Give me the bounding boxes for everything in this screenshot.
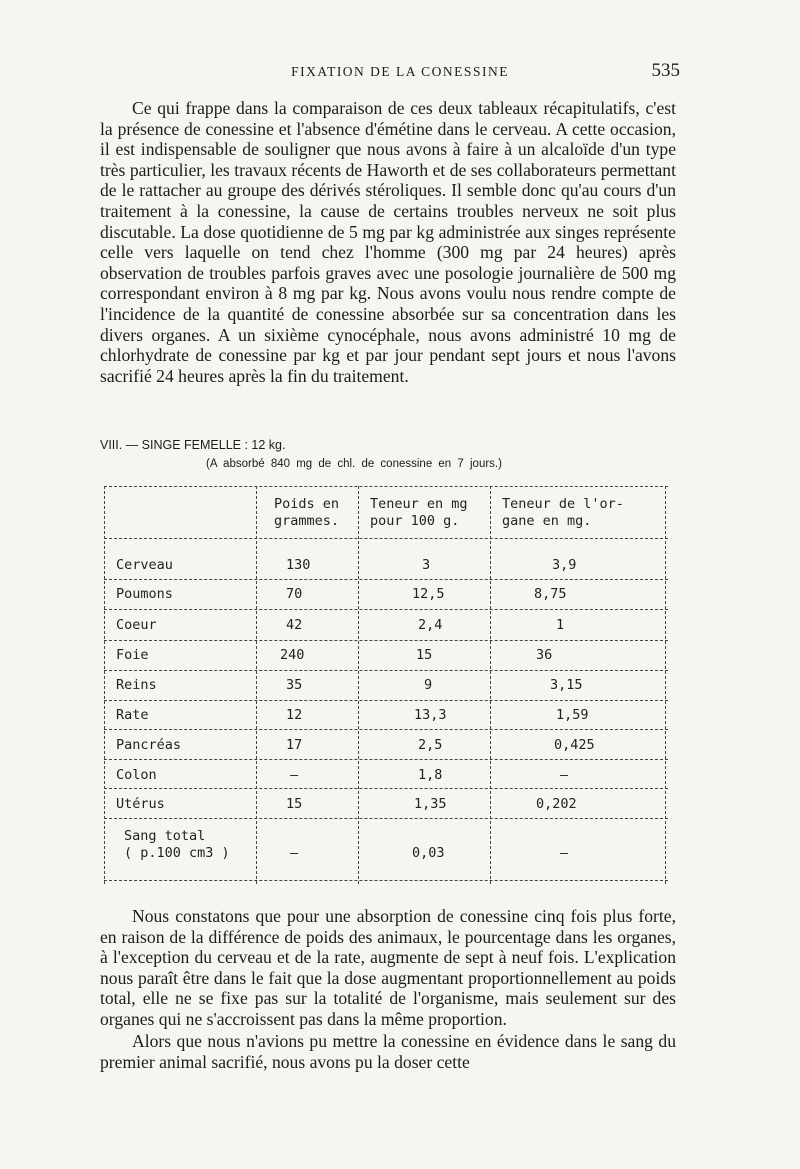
header-content: Teneur en mg pour 100 g. (370, 496, 468, 529)
header-weight: Poids en grammes. (274, 496, 340, 529)
data-table (104, 486, 668, 884)
row-weight: 15 (286, 796, 303, 812)
row-content: 15 (416, 647, 433, 663)
row-organ: Cerveau (116, 557, 173, 573)
row-organ-total: – (560, 767, 569, 783)
row-weight: 17 (286, 737, 303, 753)
table-border-top (104, 486, 668, 487)
row-organ-total: 0,202 (536, 796, 577, 812)
table-subcaption: (A absorbé 840 mg de chl. de conessine en 7 jours.) (206, 458, 502, 470)
table-row-rule (104, 700, 668, 701)
paragraph-continuation: Alors que nous n'avions pu mettre la conessine en évidence dans le sang du premier animal sacrifié, nous avons pu la doser cette (100, 1031, 676, 1072)
table-col-divider-3 (490, 486, 491, 884)
table-caption: VIII. — SINGE FEMELLE : 12 kg. (100, 438, 286, 452)
header-organ-total: Teneur de l'or- gane en mg. (502, 496, 624, 529)
running-title: FIXATION DE LA CONESSINE (291, 64, 509, 79)
paragraph-intro: Ce qui frappe dans la comparaison de ces deux tableaux récapitulatifs, c'est la présence de conessine et l'absence d'émétine dans le cerveau. A cette occasion, il est indispensable de souligner que nous avons à faire à un alcaloïde d'un type très particulier, les travaux récents de Haworth et de ses collaborateurs permettant de le rattacher au groupe des dérivés stéroliques. Il semble donc qu'au cours d'un traitement à la conessine, la cause de certains troubles nerveux ne soit plus discutable. La dose quotidienne de 5 mg par kg administrée aux singes représente celle vers laquelle on tend chez l'homme (300 mg par 24 heures) après observation de troubles parfois graves avec une posologie journalière de 500 mg correspondant environ à 8 mg par kg. Nous avons voulu nous rendre compte de l'incidence de la quantité de conessine absorbée sur sa concentration dans les divers organes. A un sixième cynocéphale, nous avons administré 10 mg de chlorhydrate de conessine par kg et par jour pendant sept jours et nous l'avons sacrifié 24 heures après la fin du traitement. (100, 98, 676, 386)
row-weight: 240 (280, 647, 305, 663)
row-organ-total: 36 (536, 647, 553, 663)
table-row-rule (104, 788, 668, 789)
row-content: 2,5 (418, 737, 443, 753)
row-weight: 70 (286, 586, 303, 602)
table-row-rule (104, 729, 668, 730)
table-col-divider-2 (358, 486, 359, 884)
table-row-rule (104, 759, 668, 760)
row-organ-total: 1,59 (556, 707, 589, 723)
row-organ: Reins (116, 677, 157, 693)
row-weight: 12 (286, 707, 303, 723)
row-organ-total: 8,75 (534, 586, 567, 602)
table-border-bottom (104, 880, 668, 881)
table-border-right (665, 486, 666, 884)
row-organ: Rate (116, 707, 149, 723)
paragraph-conclusion: Nous constatons que pour une absorption de conessine cinq fois plus forte, en raison de la différence de poids des animaux, le pourcentage dans les organes, à l'exception du cerveau et de la rate, augmente de sept à neuf fois. L'explication nous paraît être dans le fait que la dose augmentant proportionnellement au poids total, elle ne se fixe pas sur la totalité de l'organisme, mais seulement sur des organes qui ne s'accroissent pas dans la même proportion. (100, 906, 676, 1029)
row-content: 1,8 (418, 767, 443, 783)
table-col-divider-1 (256, 486, 257, 884)
page-number: 535 (651, 60, 680, 81)
table-row-rule (104, 579, 668, 580)
row-weight: 35 (286, 677, 303, 693)
table-header-rule (104, 538, 668, 539)
row-content: 3 (422, 557, 431, 573)
row-weight: 130 (286, 557, 311, 573)
row-weight: 42 (286, 617, 303, 633)
row-organ-total: 1 (556, 617, 565, 633)
table-row-rule (104, 640, 668, 641)
row-weight: – (290, 845, 299, 861)
row-organ-total: – (560, 845, 569, 861)
row-content: 2,4 (418, 617, 443, 633)
row-organ-total: 3,15 (550, 677, 583, 693)
row-weight: – (290, 767, 299, 783)
row-organ-total: 0,425 (554, 737, 595, 753)
row-content: 9 (424, 677, 433, 693)
row-organ: Foie (116, 647, 149, 663)
row-content: 12,5 (412, 586, 445, 602)
page-header (0, 60, 800, 88)
table-border-left (104, 486, 105, 884)
row-content: 1,35 (414, 796, 447, 812)
table-row-rule (104, 818, 668, 819)
row-organ: Poumons (116, 586, 173, 602)
row-organ-total: 3,9 (552, 557, 577, 573)
row-organ: Colon (116, 767, 157, 783)
row-content: 13,3 (414, 707, 447, 723)
row-content: 0,03 (412, 845, 445, 861)
row-organ: Pancréas (116, 737, 182, 753)
row-organ: Utérus (116, 796, 165, 812)
row-organ: Coeur (116, 617, 157, 633)
row-organ-blood: Sang total ( p.100 cm3 ) (124, 828, 230, 861)
table-row-rule (104, 670, 668, 671)
table-row-rule (104, 609, 668, 610)
